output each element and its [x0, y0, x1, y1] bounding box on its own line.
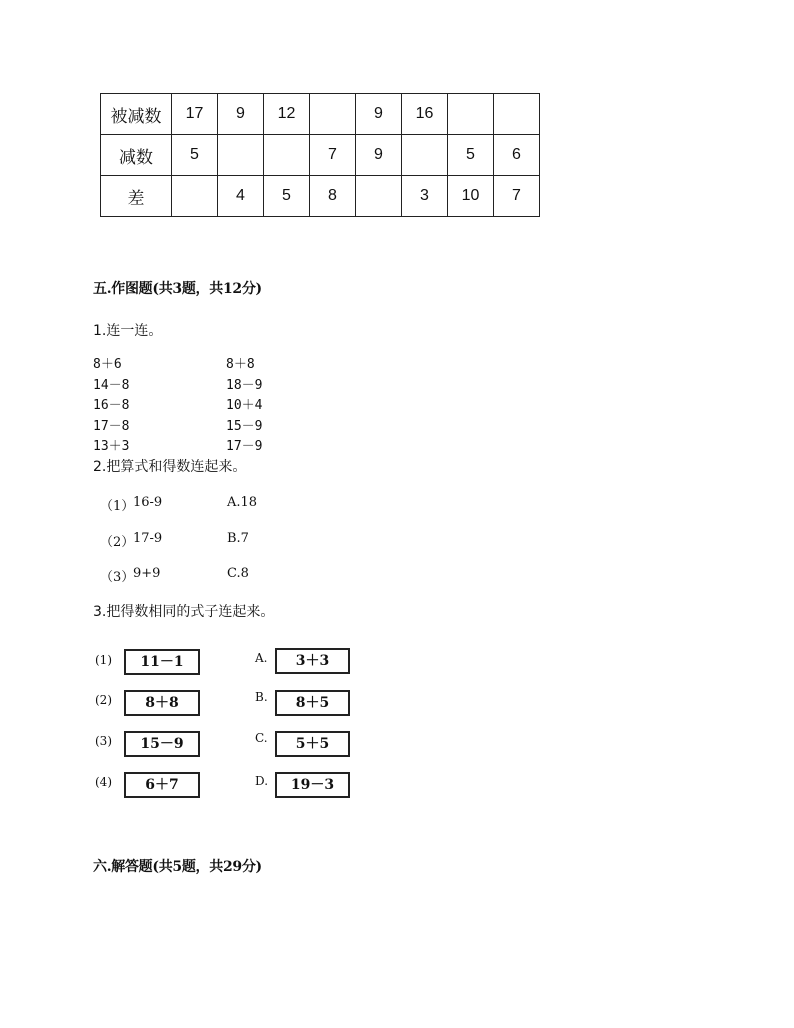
list-item: 18－9: [226, 377, 263, 393]
item-number: （3）: [100, 570, 135, 585]
subtraction-table: [100, 93, 540, 217]
item-number: （1）: [100, 499, 135, 514]
question-title: 3.把得数相同的式子连起来。: [93, 604, 275, 620]
row-header: 减数: [101, 135, 172, 176]
table-cell: [310, 94, 356, 135]
list-item: 13＋3: [93, 439, 130, 454]
expression: 9+9: [133, 566, 161, 581]
option-letter: B.: [255, 690, 268, 704]
table-row: [101, 176, 540, 217]
table-cell: 9: [356, 94, 402, 135]
item-number: (4): [95, 775, 112, 789]
expression-box: 8＋5: [275, 690, 350, 716]
list-item: 17－9: [226, 439, 263, 454]
question-title: 2.把算式和得数连起来。: [93, 459, 247, 475]
table-cell: 3: [402, 176, 448, 217]
table-cell: 12: [264, 94, 310, 135]
table-cell: [402, 135, 448, 176]
table-cell: 9: [218, 94, 264, 135]
table-cell: 9: [356, 135, 402, 176]
table-cell: 10: [448, 176, 494, 217]
table-cell: 4: [218, 176, 264, 217]
table-cell: [264, 135, 310, 176]
table-cell: 5: [172, 135, 218, 176]
answer-option: C.8: [227, 566, 249, 581]
list-item: 15－9: [226, 418, 263, 434]
expression: 17-9: [133, 531, 163, 546]
table-cell: 16: [402, 94, 448, 135]
table-cell: 7: [494, 176, 540, 217]
table-cell: 7: [310, 135, 356, 176]
expression: 16-9: [133, 495, 163, 510]
section-heading: 五.作图题(共3题，共12分): [93, 281, 262, 297]
expression-box: 11－1: [124, 649, 200, 675]
table-cell: 5: [448, 135, 494, 176]
table-cell: [494, 94, 540, 135]
option-letter: A.: [255, 651, 268, 665]
question-title: 1.连一连。: [93, 323, 163, 339]
table-cell: [356, 176, 402, 217]
row-header: 差: [101, 176, 172, 217]
item-number: （2）: [100, 535, 135, 550]
item-number: (1): [95, 653, 112, 667]
expression-box: 5＋5: [275, 731, 350, 757]
list-item: 10＋4: [226, 398, 263, 413]
option-letter: C.: [255, 731, 268, 745]
table-cell: [218, 135, 264, 176]
option-letter: D.: [255, 774, 269, 788]
table-cell: [172, 176, 218, 217]
table-cell: [448, 94, 494, 135]
table-cell: 17: [172, 94, 218, 135]
row-header: 被减数: [101, 94, 172, 135]
list-item: 16－8: [93, 398, 130, 413]
table-cell: 5: [264, 176, 310, 217]
table-cell: 8: [310, 176, 356, 217]
table-row: [101, 135, 540, 176]
answer-option: B.7: [227, 531, 249, 546]
expression-box: 15－9: [124, 731, 200, 757]
expression-box: 6＋7: [124, 772, 200, 798]
table-row: [101, 94, 540, 135]
expression-box: 19－3: [275, 772, 350, 798]
item-number: (3): [95, 734, 112, 748]
expression-box: 8＋8: [124, 690, 200, 716]
left-expression-list: [93, 355, 129, 458]
answer-option: A.18: [227, 495, 258, 510]
table-cell: 6: [494, 135, 540, 176]
list-item: 14－8: [93, 377, 130, 393]
list-item: 17－8: [93, 418, 130, 434]
list-item: 8＋8: [226, 357, 255, 372]
section-heading: 六.解答题(共5题，共29分): [93, 859, 262, 875]
right-expression-list: [226, 355, 262, 458]
list-item: 8＋6: [93, 357, 122, 372]
item-number: (2): [95, 693, 112, 707]
expression-box: 3＋3: [275, 648, 350, 674]
